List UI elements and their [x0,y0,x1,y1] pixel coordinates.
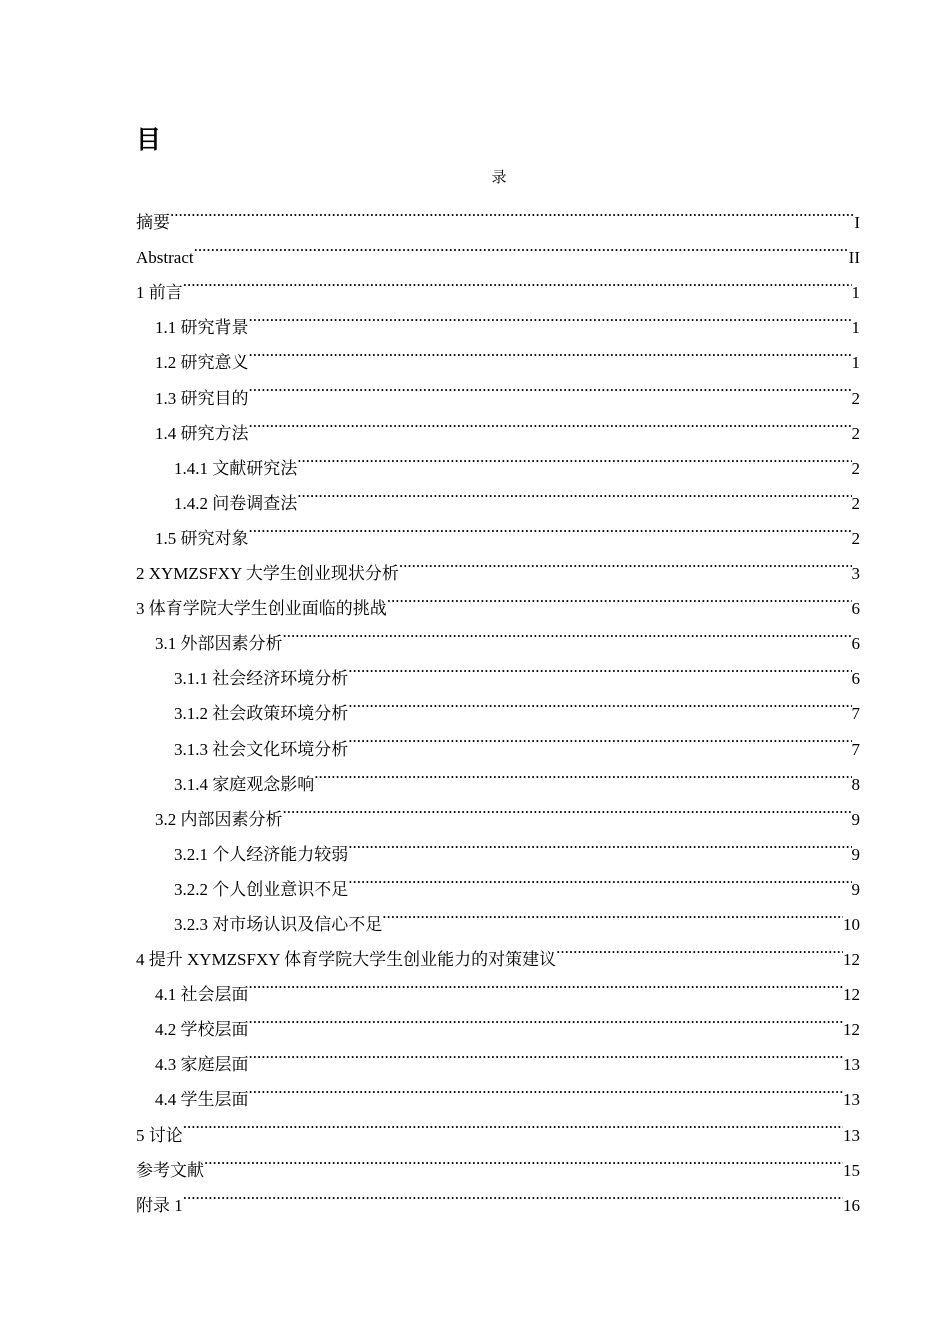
toc-dot-leader [249,368,852,403]
toc-entry-label: 4.4 学生层面 [155,1090,249,1110]
toc-entry-page-number: 9 [851,809,860,829]
toc-entry-page-number: 9 [851,844,860,864]
toc-entry[interactable] [136,228,860,268]
toc-dot-leader [348,719,851,754]
toc-entry-label: 1.5 研究对象 [155,528,249,548]
toc-dot-leader [249,965,844,1000]
toc-entry-page-number: 6 [851,599,860,619]
toc-entry-label: 4 提升 XYMZSFXY 体育学院大学生创业能力的对策建议 [136,950,557,970]
toc-entry-page-number: I [854,213,860,233]
toc-entry-label: 摘要 [136,213,170,233]
toc-entry-page-number: 6 [851,669,860,689]
toc-entry[interactable] [136,1141,860,1180]
toc-dot-leader [183,1176,843,1211]
toc-entry-label: 3.1.2 社会政策环境分析 [174,704,349,724]
toc-dot-leader [249,1035,844,1070]
toc-entry[interactable] [136,298,860,338]
toc-entry-page-number: 7 [851,704,860,724]
toc-dot-leader [348,860,851,895]
toc-entry-page-number: 2 [851,388,860,408]
toc-entry-label: 附录 1 [136,1195,183,1215]
toc-title: 目 [136,125,162,154]
toc-entry-label: 1.4.1 文献研究法 [174,458,298,478]
toc-entry-page-number: 16 [843,1195,860,1215]
toc-dot-leader [297,474,851,509]
toc-entry-page-number: 2 [851,528,860,548]
toc-entry-label: 4.1 社会层面 [155,985,249,1005]
toc-dot-leader [249,404,852,439]
toc-dot-leader [348,825,851,860]
toc-entry-label: 4.3 家庭层面 [155,1055,249,1075]
toc-entry-page-number: 1 [851,318,860,338]
toc-entry-page-number: 1 [851,283,860,303]
toc-entry-label: 3.1 外部因素分析 [155,634,283,654]
toc-entry-page-number: 2 [851,458,860,478]
toc-entry-label: 2 XYMZSFXY 大学生创业现状分析 [136,564,399,584]
toc-entry-label: 3.1.4 家庭观念影响 [174,774,315,794]
toc-dot-leader [249,333,852,368]
toc-entry-page-number: 12 [843,1020,860,1040]
toc-dot-leader [249,509,852,544]
toc-entry-label: 3.1.3 社会文化环境分析 [174,739,349,759]
toc-dot-leader [249,1070,844,1105]
toc-dot-leader [382,895,843,930]
toc-entry-page-number: 13 [843,1055,860,1075]
toc-entry-page-number: 12 [843,985,860,1005]
toc-entry[interactable] [136,193,860,233]
toc-dot-leader [387,579,852,614]
toc-dot-leader [183,263,852,298]
toc-entry-label: 3.2.2 个人创业意识不足 [174,879,349,899]
toc-dot-leader [283,614,852,649]
toc-dot-leader [348,684,851,719]
toc-dot-leader [249,1000,844,1035]
toc-dot-leader [283,790,852,825]
toc-entry-page-number: 13 [843,1125,860,1145]
toc-entry-label: 1 前言 [136,283,183,303]
toc-entry-page-number: 2 [851,493,860,513]
toc-entry-label: 参考文献 [136,1160,204,1180]
toc-entry[interactable] [136,1105,860,1145]
toc-entry-label: 3 体育学院大学生创业面临的挑战 [136,599,387,619]
toc-dot-leader [399,544,852,579]
toc-entry-page-number: 3 [851,564,860,584]
toc-entry-label: 3.1.1 社会经济环境分析 [174,669,349,689]
toc-entry-label: 1.4 研究方法 [155,423,249,443]
toc-entry-page-number: 2 [851,423,860,443]
toc-dot-leader [348,649,851,684]
toc-dot-leader [297,439,851,474]
toc-dot-leader [314,755,851,790]
toc-entry[interactable] [136,1176,860,1215]
toc-entry[interactable] [136,263,860,303]
toc-dot-leader [249,298,852,333]
toc-entry-page-number: 9 [851,879,860,899]
toc-entry-label: 1.3 研究目的 [155,388,249,408]
toc-dot-leader [194,228,849,263]
toc-entry-label: 4.2 学校层面 [155,1020,249,1040]
toc-entry-page-number: 10 [843,914,860,934]
toc-subtitle: 录 [491,170,507,186]
toc-entry-label: Abstract [136,248,194,268]
toc-entry-page-number: 6 [851,634,860,654]
toc-entry-page-number: 12 [843,950,860,970]
toc-entry-page-number: 7 [851,739,860,759]
toc-entry-page-number: 15 [843,1160,860,1180]
toc-entry-label: 5 讨论 [136,1125,183,1145]
toc-entry-page-number: 1 [851,353,860,373]
toc-entry-page-number: 8 [851,774,860,794]
toc-entry-page-number: II [848,248,860,268]
toc-entry-label: 1.1 研究背景 [155,318,249,338]
toc-dot-leader [204,1141,843,1176]
toc-entry-label: 3.2.1 个人经济能力较弱 [174,844,349,864]
toc-entry-label: 3.2 内部因素分析 [155,809,283,829]
toc-dot-leader [183,1105,843,1140]
toc-dot-leader [170,193,854,228]
table-of-contents [136,193,860,1215]
toc-entry-label: 3.2.3 对市场认识及信心不足 [174,914,383,934]
toc-dot-leader [556,930,843,965]
toc-entry-label: 1.4.2 问卷调查法 [174,493,298,513]
toc-entry-page-number: 13 [843,1090,860,1110]
toc-entry-label: 1.2 研究意义 [155,353,249,373]
